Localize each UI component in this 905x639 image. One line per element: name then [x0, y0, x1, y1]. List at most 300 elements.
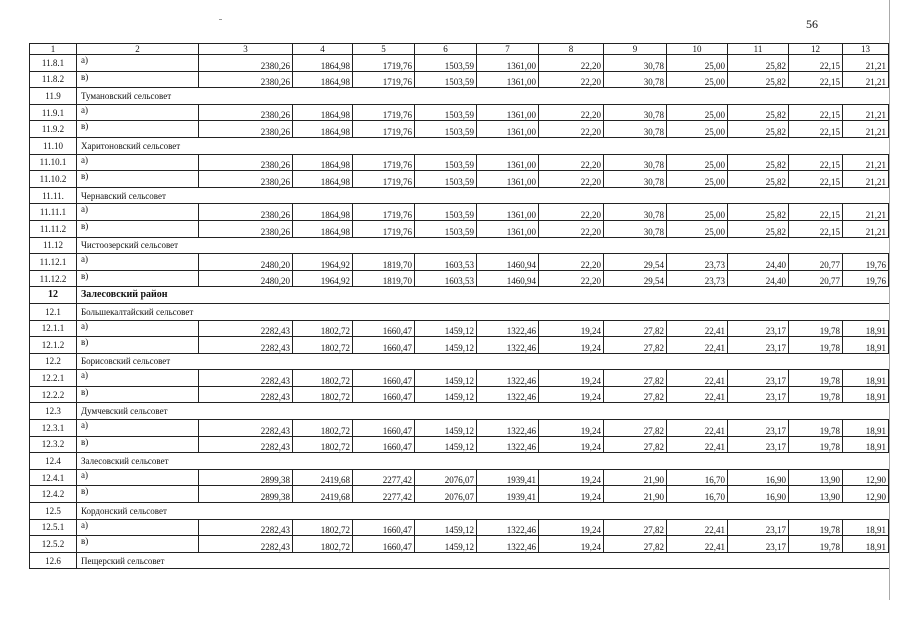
value-cell: 1802,72	[293, 320, 353, 337]
row-code: 12.1	[30, 303, 77, 320]
table-row	[30, 320, 889, 337]
value-cell: 1864,98	[293, 121, 353, 138]
value-cell: 22,15	[789, 204, 843, 221]
row-code: 12.4.2	[30, 486, 77, 503]
value-cell: 1802,72	[293, 519, 353, 536]
value-cell: 25,00	[667, 220, 728, 237]
row-code: 12.6	[30, 552, 77, 569]
value-cell: 1719,76	[353, 154, 415, 171]
value-cell: 1864,98	[293, 220, 353, 237]
column-header: 2	[77, 44, 199, 55]
value-cell: 1361,00	[477, 121, 539, 138]
value-cell: 2380,26	[199, 154, 293, 171]
row-variant: в)	[77, 220, 199, 237]
value-cell: 1719,76	[353, 71, 415, 88]
value-cell: 22,20	[539, 71, 604, 88]
row-variant: в)	[77, 71, 199, 88]
row-variant: а)	[77, 469, 199, 486]
value-cell: 19,24	[539, 486, 604, 503]
value-cell: 18,91	[843, 436, 889, 453]
section-heading-row	[30, 503, 889, 520]
value-cell: 2282,43	[199, 337, 293, 354]
section-heading-row	[30, 453, 889, 470]
row-code: 11.11.1	[30, 204, 77, 221]
row-code: 12.3.1	[30, 420, 77, 437]
value-cell: 22,41	[667, 320, 728, 337]
value-cell: 1459,12	[415, 386, 477, 403]
value-cell: 1459,12	[415, 337, 477, 354]
value-cell: 1802,72	[293, 536, 353, 553]
row-variant: а)	[77, 254, 199, 271]
value-cell: 2899,38	[199, 486, 293, 503]
value-cell: 25,82	[728, 121, 789, 138]
district-heading-row	[30, 287, 889, 304]
table-row	[30, 486, 889, 503]
value-cell: 22,15	[789, 104, 843, 121]
value-cell: 1460,94	[477, 254, 539, 271]
value-cell: 21,21	[843, 121, 889, 138]
row-code: 12.5	[30, 503, 77, 520]
value-cell: 24,40	[728, 254, 789, 271]
value-cell: 1603,53	[415, 270, 477, 287]
value-cell: 30,78	[604, 104, 667, 121]
value-cell: 22,41	[667, 536, 728, 553]
row-code: 12.4	[30, 453, 77, 470]
value-cell: 1322,46	[477, 320, 539, 337]
section-title: Думчевский сельсовет	[77, 403, 889, 420]
value-cell: 22,41	[667, 420, 728, 437]
value-cell: 1864,98	[293, 104, 353, 121]
value-cell: 1361,00	[477, 171, 539, 188]
row-code: 12	[30, 287, 77, 304]
row-code: 11.9.2	[30, 121, 77, 138]
column-header: 4	[293, 44, 353, 55]
value-cell: 19,24	[539, 420, 604, 437]
table-row	[30, 71, 889, 88]
column-header: 9	[604, 44, 667, 55]
value-cell: 2277,42	[353, 469, 415, 486]
section-heading-row	[30, 88, 889, 105]
value-cell: 16,70	[667, 469, 728, 486]
row-code: 12.3	[30, 403, 77, 420]
value-cell: 1459,12	[415, 519, 477, 536]
value-cell: 2282,43	[199, 370, 293, 387]
value-cell: 1459,12	[415, 320, 477, 337]
value-cell: 16,70	[667, 486, 728, 503]
value-cell: 2076,07	[415, 486, 477, 503]
value-cell: 1864,98	[293, 55, 353, 72]
row-code: 11.10.1	[30, 154, 77, 171]
value-cell: 2480,20	[199, 270, 293, 287]
table-row	[30, 519, 889, 536]
value-cell: 22,20	[539, 270, 604, 287]
row-code: 11.11.2	[30, 220, 77, 237]
row-code: 12.2.1	[30, 370, 77, 387]
value-cell: 22,41	[667, 436, 728, 453]
table-row	[30, 270, 889, 287]
table-row	[30, 254, 889, 271]
value-cell: 19,76	[843, 270, 889, 287]
row-variant: а)	[77, 204, 199, 221]
value-cell: 25,00	[667, 204, 728, 221]
value-cell: 1939,41	[477, 486, 539, 503]
section-title: Кордонский сельсовет	[77, 503, 889, 520]
value-cell: 12,90	[843, 469, 889, 486]
value-cell: 21,21	[843, 220, 889, 237]
value-cell: 1503,59	[415, 154, 477, 171]
value-cell: 1660,47	[353, 320, 415, 337]
value-cell: 1503,59	[415, 220, 477, 237]
value-cell: 2480,20	[199, 254, 293, 271]
value-cell: 1361,00	[477, 104, 539, 121]
value-cell: 18,91	[843, 337, 889, 354]
value-cell: 1503,59	[415, 171, 477, 188]
row-code: 12.2	[30, 353, 77, 370]
value-cell: 1322,46	[477, 519, 539, 536]
value-cell: 25,00	[667, 71, 728, 88]
value-cell: 27,82	[604, 337, 667, 354]
value-cell: 18,91	[843, 320, 889, 337]
value-cell: 25,82	[728, 104, 789, 121]
value-cell: 1964,92	[293, 254, 353, 271]
value-cell: 27,82	[604, 519, 667, 536]
value-cell: 1864,98	[293, 204, 353, 221]
value-cell: 22,41	[667, 370, 728, 387]
value-cell: 27,82	[604, 420, 667, 437]
value-cell: 23,17	[728, 436, 789, 453]
row-variant: в)	[77, 337, 199, 354]
row-code: 12.5.1	[30, 519, 77, 536]
value-cell: 23,17	[728, 370, 789, 387]
section-heading-row	[30, 353, 889, 370]
value-cell: 21,21	[843, 204, 889, 221]
value-cell: 1719,76	[353, 55, 415, 72]
value-cell: 22,15	[789, 55, 843, 72]
value-cell: 22,20	[539, 204, 604, 221]
row-variant: а)	[77, 420, 199, 437]
value-cell: 25,00	[667, 171, 728, 188]
value-cell: 2282,43	[199, 536, 293, 553]
row-code: 11.12.2	[30, 270, 77, 287]
section-title: Харитоновский сельсовет	[77, 137, 889, 154]
value-cell: 1660,47	[353, 436, 415, 453]
value-cell: 25,82	[728, 171, 789, 188]
value-cell: 1802,72	[293, 370, 353, 387]
row-code: 12.3.2	[30, 436, 77, 453]
value-cell: 16,90	[728, 486, 789, 503]
section-heading-row	[30, 237, 889, 254]
value-cell: 23,17	[728, 536, 789, 553]
row-variant: в)	[77, 436, 199, 453]
tariff-table	[29, 43, 889, 569]
section-heading-row	[30, 403, 889, 420]
value-cell: 19,76	[843, 254, 889, 271]
section-heading-row	[30, 552, 889, 569]
value-cell: 1503,59	[415, 121, 477, 138]
value-cell: 2380,26	[199, 104, 293, 121]
section-heading-row	[30, 303, 889, 320]
value-cell: 2899,38	[199, 469, 293, 486]
column-header: 11	[728, 44, 789, 55]
value-cell: 27,82	[604, 370, 667, 387]
value-cell: 1939,41	[477, 469, 539, 486]
value-cell: 22,15	[789, 154, 843, 171]
value-cell: 30,78	[604, 204, 667, 221]
value-cell: 1503,59	[415, 55, 477, 72]
value-cell: 1660,47	[353, 519, 415, 536]
table-row	[30, 204, 889, 221]
value-cell: 1719,76	[353, 171, 415, 188]
value-cell: 21,21	[843, 104, 889, 121]
value-cell: 1819,70	[353, 254, 415, 271]
value-cell: 19,24	[539, 519, 604, 536]
value-cell: 1660,47	[353, 420, 415, 437]
value-cell: 20,77	[789, 254, 843, 271]
value-cell: 30,78	[604, 55, 667, 72]
row-code: 12.1.1	[30, 320, 77, 337]
value-cell: 29,54	[604, 270, 667, 287]
value-cell: 2282,43	[199, 320, 293, 337]
column-header: 5	[353, 44, 415, 55]
table-row	[30, 104, 889, 121]
scan-speck	[219, 19, 222, 20]
value-cell: 22,15	[789, 121, 843, 138]
row-code: 11.8.2	[30, 71, 77, 88]
value-cell: 1964,92	[293, 270, 353, 287]
value-cell: 19,24	[539, 337, 604, 354]
table-body	[30, 44, 889, 569]
value-cell: 1819,70	[353, 270, 415, 287]
value-cell: 27,82	[604, 436, 667, 453]
value-cell: 1322,46	[477, 420, 539, 437]
value-cell: 27,82	[604, 320, 667, 337]
section-title: Борисовский сельсовет	[77, 353, 889, 370]
section-heading-row	[30, 187, 889, 204]
value-cell: 1361,00	[477, 220, 539, 237]
value-cell: 19,24	[539, 320, 604, 337]
value-cell: 25,00	[667, 104, 728, 121]
section-title: Чистоозерский сельсовет	[77, 237, 889, 254]
value-cell: 21,21	[843, 71, 889, 88]
value-cell: 2277,42	[353, 486, 415, 503]
value-cell: 30,78	[604, 220, 667, 237]
row-code: 11.12.1	[30, 254, 77, 271]
row-variant: а)	[77, 320, 199, 337]
row-variant: а)	[77, 154, 199, 171]
value-cell: 25,82	[728, 55, 789, 72]
value-cell: 19,78	[789, 536, 843, 553]
row-code: 11.11.	[30, 187, 77, 204]
value-cell: 25,00	[667, 121, 728, 138]
value-cell: 2380,26	[199, 71, 293, 88]
row-code: 11.8.1	[30, 55, 77, 72]
value-cell: 1361,00	[477, 71, 539, 88]
row-code: 12.2.2	[30, 386, 77, 403]
page-number: 56	[806, 17, 818, 31]
table-row	[30, 55, 889, 72]
table-row	[30, 420, 889, 437]
value-cell: 22,41	[667, 519, 728, 536]
value-cell: 22,20	[539, 55, 604, 72]
value-cell: 1322,46	[477, 386, 539, 403]
value-cell: 1603,53	[415, 254, 477, 271]
row-code: 11.9	[30, 88, 77, 105]
value-cell: 2282,43	[199, 519, 293, 536]
value-cell: 1660,47	[353, 386, 415, 403]
value-cell: 27,82	[604, 536, 667, 553]
value-cell: 19,24	[539, 436, 604, 453]
column-header: 6	[415, 44, 477, 55]
value-cell: 1459,12	[415, 436, 477, 453]
value-cell: 1864,98	[293, 71, 353, 88]
value-cell: 23,73	[667, 254, 728, 271]
column-header: 8	[539, 44, 604, 55]
value-cell: 1322,46	[477, 436, 539, 453]
row-variant: а)	[77, 55, 199, 72]
value-cell: 23,17	[728, 320, 789, 337]
value-cell: 1719,76	[353, 121, 415, 138]
value-cell: 2380,26	[199, 171, 293, 188]
value-cell: 1503,59	[415, 204, 477, 221]
value-cell: 20,77	[789, 270, 843, 287]
section-title: Тумановский сельсовет	[77, 88, 889, 105]
value-cell: 2076,07	[415, 469, 477, 486]
section-title: Большекалтайский сельсовет	[77, 303, 889, 320]
value-cell: 1719,76	[353, 204, 415, 221]
page-right-edge	[889, 0, 890, 600]
row-variant: в)	[77, 171, 199, 188]
value-cell: 21,21	[843, 55, 889, 72]
row-variant: в)	[77, 121, 199, 138]
value-cell: 21,90	[604, 486, 667, 503]
value-cell: 2282,43	[199, 386, 293, 403]
value-cell: 1322,46	[477, 536, 539, 553]
value-cell: 1459,12	[415, 420, 477, 437]
value-cell: 22,20	[539, 104, 604, 121]
value-cell: 1460,94	[477, 270, 539, 287]
table-row	[30, 436, 889, 453]
value-cell: 23,73	[667, 270, 728, 287]
value-cell: 1864,98	[293, 154, 353, 171]
value-cell: 2282,43	[199, 420, 293, 437]
value-cell: 13,90	[789, 486, 843, 503]
value-cell: 22,15	[789, 171, 843, 188]
column-header: 7	[477, 44, 539, 55]
value-cell: 18,91	[843, 519, 889, 536]
value-cell: 29,54	[604, 254, 667, 271]
value-cell: 25,00	[667, 154, 728, 171]
value-cell: 1503,59	[415, 104, 477, 121]
table-row	[30, 171, 889, 188]
value-cell: 30,78	[604, 171, 667, 188]
value-cell: 2282,43	[199, 436, 293, 453]
value-cell: 1864,98	[293, 171, 353, 188]
row-variant: а)	[77, 519, 199, 536]
value-cell: 23,17	[728, 420, 789, 437]
value-cell: 2380,26	[199, 220, 293, 237]
table-row	[30, 370, 889, 387]
value-cell: 18,91	[843, 420, 889, 437]
value-cell: 1459,12	[415, 536, 477, 553]
value-cell: 19,78	[789, 337, 843, 354]
value-cell: 22,41	[667, 337, 728, 354]
value-cell: 23,17	[728, 519, 789, 536]
row-variant: в)	[77, 486, 199, 503]
value-cell: 1322,46	[477, 370, 539, 387]
value-cell: 22,20	[539, 121, 604, 138]
value-cell: 25,00	[667, 55, 728, 72]
value-cell: 1503,59	[415, 71, 477, 88]
value-cell: 1802,72	[293, 420, 353, 437]
row-code: 11.9.1	[30, 104, 77, 121]
value-cell: 22,20	[539, 171, 604, 188]
value-cell: 1459,12	[415, 370, 477, 387]
table-row	[30, 536, 889, 553]
value-cell: 18,91	[843, 370, 889, 387]
value-cell: 30,78	[604, 121, 667, 138]
column-header: 12	[789, 44, 843, 55]
value-cell: 18,91	[843, 536, 889, 553]
value-cell: 22,15	[789, 71, 843, 88]
value-cell: 1361,00	[477, 55, 539, 72]
value-cell: 18,91	[843, 386, 889, 403]
value-cell: 1802,72	[293, 436, 353, 453]
header-row	[30, 44, 889, 55]
value-cell: 22,20	[539, 254, 604, 271]
value-cell: 23,17	[728, 386, 789, 403]
value-cell: 1660,47	[353, 337, 415, 354]
value-cell: 19,24	[539, 536, 604, 553]
table-row	[30, 386, 889, 403]
value-cell: 19,78	[789, 370, 843, 387]
column-header: 1	[30, 44, 77, 55]
value-cell: 2380,26	[199, 204, 293, 221]
value-cell: 23,17	[728, 337, 789, 354]
value-cell: 19,78	[789, 386, 843, 403]
section-title: Залесовский сельсовет	[77, 453, 889, 470]
row-code: 12.1.2	[30, 337, 77, 354]
value-cell: 19,78	[789, 320, 843, 337]
value-cell: 19,78	[789, 436, 843, 453]
value-cell: 22,15	[789, 220, 843, 237]
value-cell: 2419,68	[293, 486, 353, 503]
value-cell: 2419,68	[293, 469, 353, 486]
value-cell: 22,41	[667, 386, 728, 403]
value-cell: 19,24	[539, 469, 604, 486]
row-variant: в)	[77, 270, 199, 287]
row-code: 12.4.1	[30, 469, 77, 486]
value-cell: 2380,26	[199, 55, 293, 72]
value-cell: 21,21	[843, 154, 889, 171]
value-cell: 25,82	[728, 220, 789, 237]
row-code: 12.5.2	[30, 536, 77, 553]
column-header: 13	[843, 44, 889, 55]
table-row	[30, 469, 889, 486]
value-cell: 25,82	[728, 154, 789, 171]
row-code: 11.10.2	[30, 171, 77, 188]
value-cell: 19,24	[539, 370, 604, 387]
value-cell: 1361,00	[477, 154, 539, 171]
section-heading-row	[30, 137, 889, 154]
value-cell: 25,82	[728, 71, 789, 88]
value-cell: 1802,72	[293, 386, 353, 403]
value-cell: 24,40	[728, 270, 789, 287]
value-cell: 19,78	[789, 519, 843, 536]
value-cell: 1660,47	[353, 536, 415, 553]
value-cell: 1719,76	[353, 220, 415, 237]
column-header: 3	[199, 44, 293, 55]
row-variant: а)	[77, 104, 199, 121]
